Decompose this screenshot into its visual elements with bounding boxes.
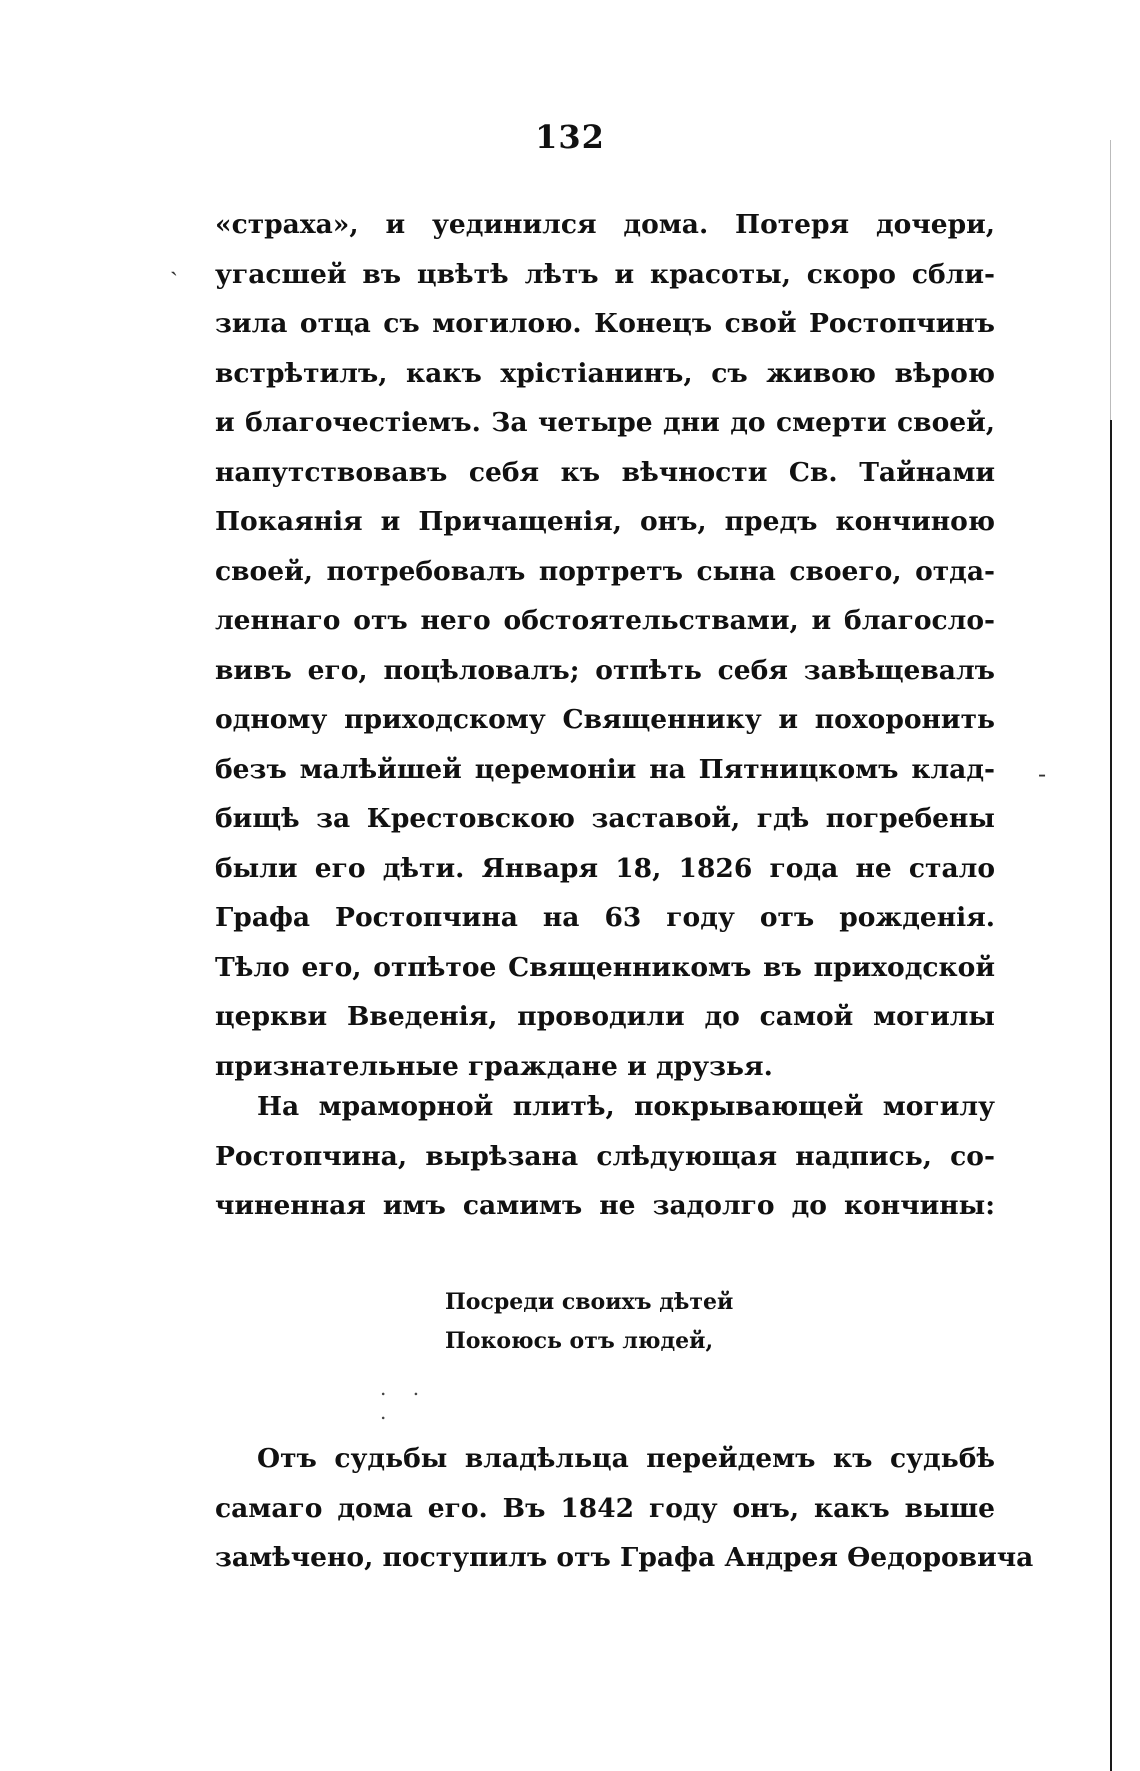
- text-line: Графа Ростопчина на 63 году отъ рожденія.: [215, 902, 995, 933]
- text-line: На мраморной плитѣ, покрывающей могилу: [257, 1091, 995, 1122]
- text-line: Ростопчина, вырѣзана слѣдующая надпись, со-: [215, 1140, 995, 1172]
- binding-edge-faint: [1110, 140, 1111, 420]
- paragraph-2: [215, 1082, 995, 1231]
- verse-ellipsis: . . .: [380, 1376, 430, 1424]
- paragraph-1: [215, 200, 995, 1091]
- text-line: встрѣтилъ, какъ хрістіанинъ, съ живою вѣрою: [215, 357, 995, 389]
- text-line: бищѣ за Крестовскою заставой, гдѣ погребены: [215, 803, 995, 834]
- paragraph-3: [215, 1434, 1034, 1583]
- text-line: одному приходскому Священнику и похоронить: [215, 704, 995, 735]
- text-line: Покаянія и Причащенія, онъ, предъ кончиною: [215, 506, 995, 537]
- text-line: и благочестіемъ. За четыре дни до смерти своей,: [215, 407, 995, 438]
- text-line: вивъ его, поцѣловалъ; отпѣть себя завѣщевалъ: [215, 654, 995, 686]
- text-line: зила отца съ могилою. Конецъ свой Ростопчинъ: [215, 308, 995, 339]
- text-line: были его дѣти. Января 18, 1826 года не стало: [215, 852, 995, 884]
- text-line: своей, потребовалъ портретъ сына своего, отда-: [215, 555, 995, 587]
- text-line: самаго дома его. Въ 1842 году онъ, какъ выше: [215, 1492, 995, 1524]
- text-line: признательные граждане и друзья.: [215, 1050, 773, 1082]
- margin-mark: -: [1038, 760, 1047, 788]
- text-line: чиненная имъ самимъ не задолго до кончины:: [215, 1190, 995, 1221]
- text-line: безъ малѣйшей церемоніи на Пятницкомъ клад-: [215, 753, 995, 785]
- page-number: 132: [535, 118, 605, 156]
- verse-line: Покоюсь отъ людей,: [445, 1328, 714, 1354]
- text-line: угасшей въ цвѣтѣ лѣтъ и красоты, скоро сбли-: [215, 258, 995, 290]
- verse-line: Посреди своихъ дѣтей: [445, 1289, 734, 1315]
- text-line: церкви Введенія, проводили до самой могилы: [215, 1001, 995, 1032]
- text-line: напутствовавъ себя къ вѣчности Св. Тайнами: [215, 456, 995, 488]
- text-line: Тѣло его, отпѣтое Священникомъ въ приходской: [215, 951, 995, 983]
- text-line: леннаго отъ него обстоятельствами, и благосло-: [215, 605, 995, 636]
- epitaph-verse: [445, 1283, 733, 1361]
- binding-edge: [1110, 420, 1112, 1771]
- text-line: «страха», и уединился дома. Потеря дочери,: [215, 209, 995, 240]
- text-line: замѣчено, поступилъ отъ Графа Андрея Ѳедоровича: [215, 1542, 1034, 1573]
- text-line: Отъ судьбы владѣльца перейдемъ къ судьбѣ: [257, 1443, 995, 1474]
- margin-mark: ˏ: [170, 248, 178, 276]
